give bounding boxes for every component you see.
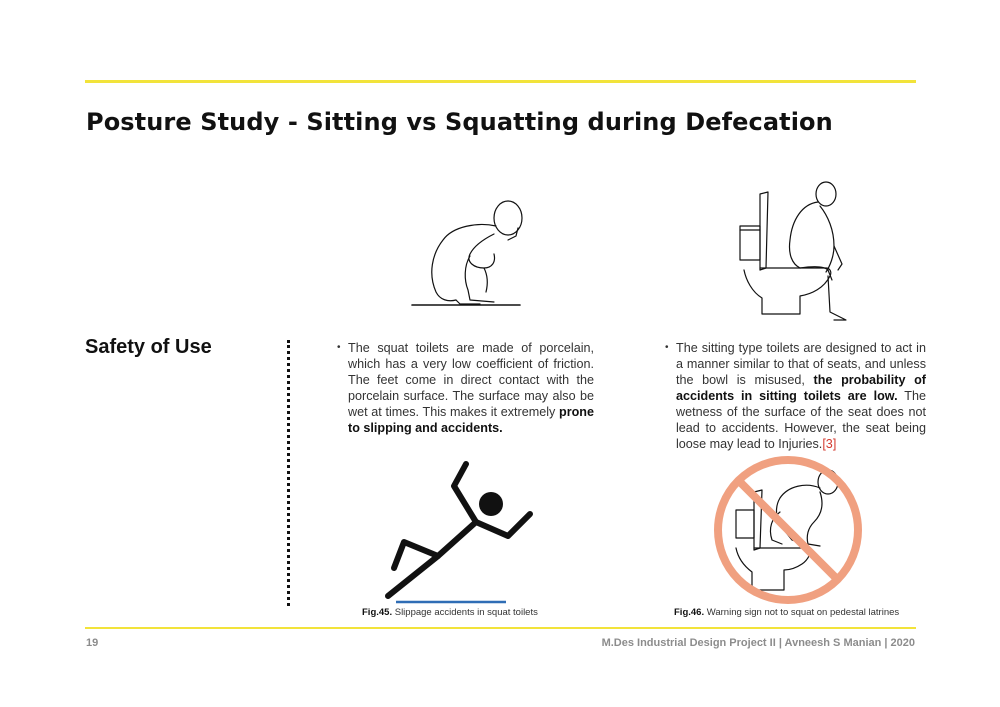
bullet: • (665, 342, 669, 353)
figure-45-caption (362, 607, 538, 618)
sitting-toilet-text-before: The sitting type toilets are designed to act in a manner similar to that of seats, and unless the bowl is misused, (676, 341, 926, 387)
bottom-accent-rule (85, 627, 916, 629)
figure-46-label: Fig.46. (674, 607, 705, 618)
sitting-toilet-text-after: The wetness of the surface of the seat does not lead to accidents. However, the seat being loose may lead to Injuries. (676, 389, 926, 451)
page-title: Posture Study - Sitting vs Squatting during Defecation (86, 108, 833, 136)
footer-credit: M.Des Industrial Design Project II | Avneesh S Manian | 2020 (601, 637, 915, 649)
squat-toilet-emphasis: prone to slipping and accidents. (348, 405, 594, 435)
top-accent-rule (85, 80, 916, 83)
section-divider (287, 340, 290, 606)
figure-46-text: Warning sign not to squat on pedestal latrines (706, 607, 900, 618)
sitting-toilet-paragraph (665, 340, 926, 452)
no-squatting-on-toilet-sign (710, 452, 866, 608)
squat-toilet-paragraph (337, 340, 594, 436)
bullet: • (337, 342, 341, 353)
figure-45-text: Slippage accidents in squat toilets (394, 607, 538, 618)
sitting-toilet-emphasis: the probability of accidents in sitting toilets are low. (676, 373, 926, 403)
slipping-person-icon (380, 456, 540, 606)
figure-45-label: Fig.45. (362, 607, 393, 618)
figure-46-caption (674, 607, 899, 618)
sitting-on-toilet-illustration (738, 180, 858, 326)
squat-toilet-text: The squat toilets are made of porcelain, which has a very low coefficient of friction. The feet come in direct contact with the porcelain surface. The surface may also be wet at times. This makes it extremely (348, 341, 594, 419)
reference-link[interactable]: [3] (822, 437, 837, 451)
squatting-person-illustration (408, 196, 526, 308)
page-number: 19 (86, 637, 99, 649)
section-heading: Safety of Use (85, 336, 212, 358)
